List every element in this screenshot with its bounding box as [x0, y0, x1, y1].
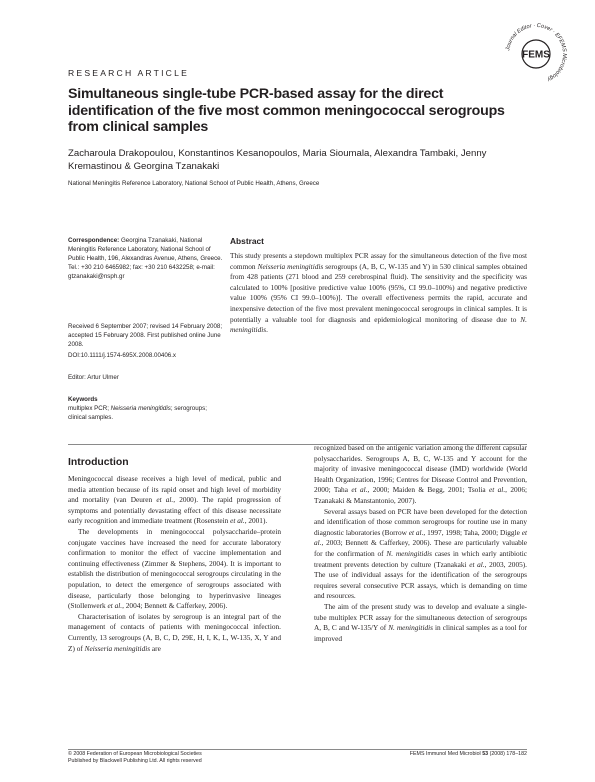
- article-type: RESEARCH ARTICLE: [68, 68, 190, 78]
- article-dates: Received 6 September 2007; revised 14 February 2008; accepted 15 February 2008. First published online June 2008.: [68, 323, 223, 349]
- correspondence-text: Georgina Tzanakaki, National Meningitis Reference Laboratory, National School of Public Health, 196, Alexandras Avenue, Athens, Greece. Tel.: +30 210 6465982; fax: +30 210 6432258; e-mail: gtzanakaki@nsph.gr: [68, 237, 223, 281]
- paragraph: The developments in meningococcal polysaccharide–protein conjugate vaccines have increased the need for accurate laboratory confirmation to monitor the effect of vaccine implementation and continuing effectiveness (Zimmer & Stephens, 2004). It is important to establish the distribution of meningococcal serogroups circulating in the population, to detect the emergence of serogroups associated with disease, particularly those belonging to hyperinvasive lineages (Stollenwerk et al., 2004; Bennett & Cafferkey, 2006).: [68, 526, 281, 611]
- paragraph: recognized based on the antigenic variation among the different capsular polysaccharides. Serogroups A, B, C, W-135 and Y account for the majority of invasive meningococcal disease (IMD) worldwide (World Health Organization, 1996; Centres for Disease Control and Prevention, 2000; Taha et al., 2000; Maiden & Begg, 2001; Tsolia et al., 2006; Tzanakaki & Manstantonio, 2007).: [314, 443, 527, 505]
- footer-copyright: © 2008 Federation of European Microbiological Societies Published by Blackwell Publishing Ltd. All rights reserved: [68, 751, 202, 765]
- paragraph: Meningococcal disease receives a high level of medical, public and media attention because of its rapid onset and high level of morbidity and mortality (van Deuren et al., 2000). The rapid progression of symptoms and potentially devastating effect of this disease necessitate early recognition and immediate treatment (Rosenstein et al., 2001).: [68, 474, 281, 526]
- paragraph: Characterisation of isolates by serogroup is an integral part of the management of contacts of patients with meningococcal infection. Currently, 13 serogroups (A, B, C, D, 29E, H, I, K, L, W-135, X, Y and Z) of Neisseria meningitidis are: [68, 611, 281, 653]
- article-doi: DOI:10.1111/j.1574-695X.2008.00406.x: [68, 352, 177, 359]
- footer-divider: [68, 749, 527, 750]
- introduction-heading: Introduction: [68, 457, 129, 468]
- introduction-column-left: [68, 474, 281, 654]
- fems-logo: [500, 18, 572, 90]
- author-list: Zacharoula Drakopoulou, Konstantinos Kesanopoulos, Maria Sioumala, Alexandra Tambaki, Jenny Kremastinou & Georgina Tzanakaki: [68, 148, 487, 172]
- fems-logo-text: FEMS: [522, 49, 550, 61]
- paragraph: The aim of the present study was to develop and evaluate a single-tube multiplex PCR assay for the simultaneous detection of serogroups A, B, C and W-135/Y of N. meningitidis in clinical samples as a tool for improved: [314, 601, 528, 643]
- keywords-block: [68, 395, 223, 422]
- article-title: Simultaneous single-tube PCR-based assay for the direct identification of the five most common meningococcal serogroups from clinical samples: [68, 86, 505, 136]
- editor: Editor: Artur Ulmer: [68, 374, 119, 381]
- paragraph: Several assays based on PCR have been developed for the detection and identification of those common serogroups for routine use in many diagnostic laboratories (Borrow et al., 1997, 1998; Taha, 2000; Diggle et al., 2003; Bennett & Cafferkey, 2006). These are particularly valuable for the confirmation of N. meningitidis cases in which early antibiotic treatment prevents detection by culture (Tzanakaki et al., 2003, 2005). The use of individual assays for the identification of the serogroups requires several consecutive PCR assays, which is demanding on time and resources.: [314, 506, 528, 601]
- correspondence: [68, 236, 223, 281]
- footer-citation: FEMS Immunol Med Microbiol 53 (2008) 178–182: [409, 751, 527, 757]
- correspondence-label: Correspondence:: [68, 237, 120, 244]
- abstract-heading: Abstract: [230, 236, 264, 246]
- abstract-text: This study presents a stepdown multiplex PCR assay for the simultaneous detection of the five most common Neisseria meningitidis serogroups (A, B, C, W-135 and Y) in 530 clinical samples obtained from 428 patients (271 blood and 259 cerebrospinal fluid). The sensitivity and the specificity was calculated to 100% [positive predictive value 100% (95%, CI 99.0–100%) and negative predictive value 100% (95% CI 99.0–100%)]. The overall effectiveness permits the rapid, accurate and inexpensive detection of the five most prevalent meningococcal serogroups in clinical samples. It is potentially a valuable tool for diagnosis and epidemiological monitoring of disease due to N. meningitidis.: [230, 251, 527, 335]
- keywords-text: multiplex PCR; Neisseria meningitidis; serogroups; clinical samples.: [68, 405, 207, 422]
- fems-logo-ring-text: Journal Editor · Cover · EFEMS Microbiology: [505, 22, 568, 83]
- keywords-label: Keywords: [68, 396, 98, 403]
- affiliation: National Meningitis Reference Laboratory, National School of Public Health, Athens, Greece: [68, 180, 320, 187]
- introduction-column-right: [314, 443, 527, 644]
